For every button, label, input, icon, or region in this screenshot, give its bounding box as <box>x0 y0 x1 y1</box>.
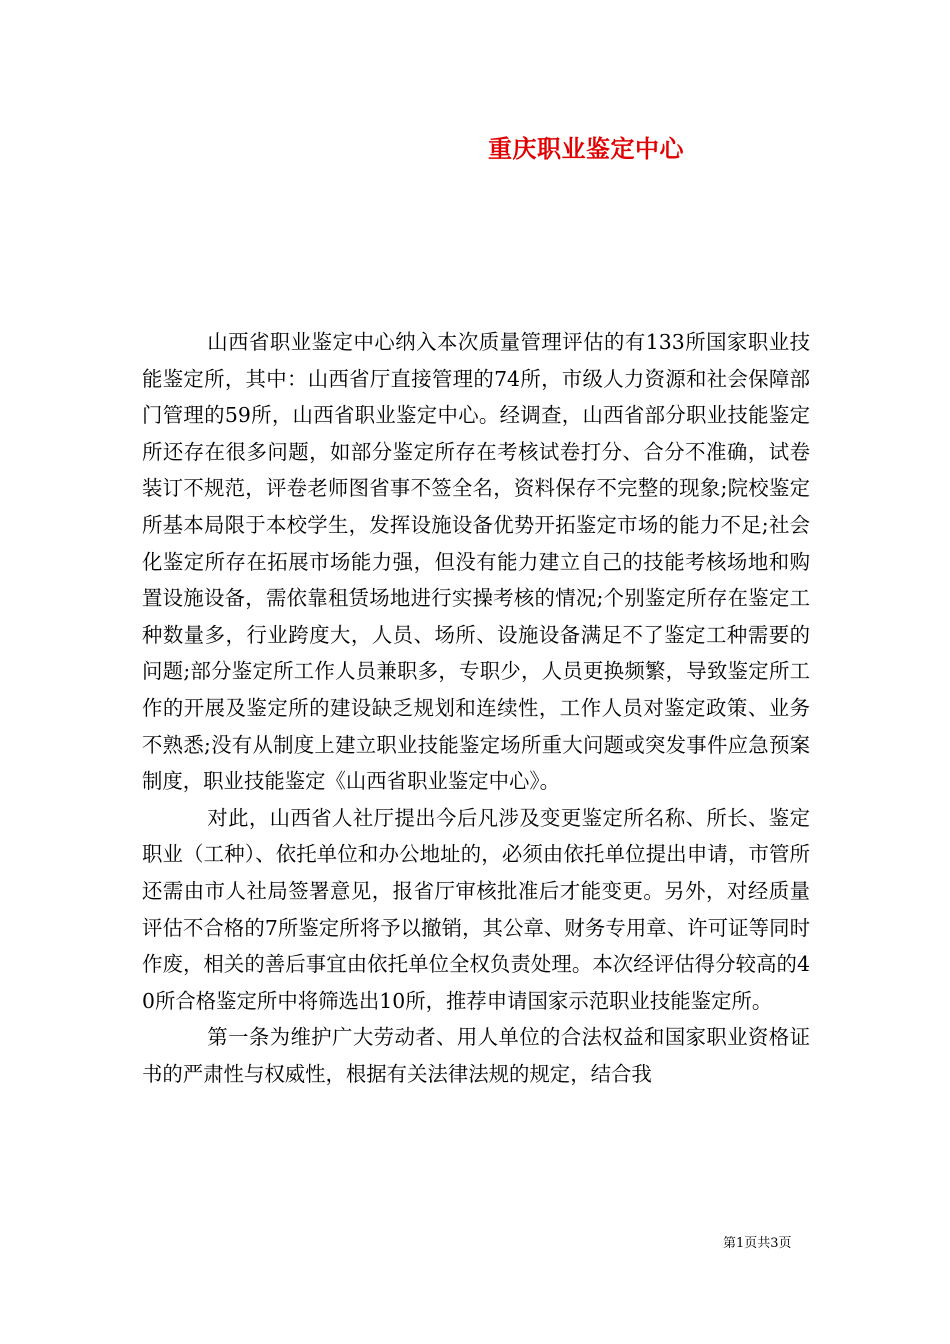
paragraph-3: 第一条为维护广大劳动者、用人单位的合法权益和国家职业资格证书的严肃性与权威性，根据有关法律法规的规定，结合我 <box>142 1025 810 1086</box>
page-number: 第1页共3页 <box>723 1236 792 1251</box>
document-body <box>142 324 810 1092</box>
paragraph-2: 对此，山西省人社厅提出今后凡涉及变更鉴定所名称、所长、鉴定职业（工种）、依托单位和办公地址的，必须由依托单位提出申请，市管所还需由市人社局签署意见，报省厅审核批准后才能变更。另外，对经质量评估不合格的7所鉴定所将予以撤销，其公章、财务专用章、许可证等同时作废，相关的善后事宜由依托单位全权负责处理。本次经评估得分较高的40所合格鉴定所中将筛选出10所，推荐申请国家示范职业技能鉴定所。 <box>142 805 810 1013</box>
document-title: 重庆职业鉴定中心 <box>488 134 684 163</box>
paragraph-1: 山西省职业鉴定中心纳入本次质量管理评估的有133所国家职业技能鉴定所，其中：山西省厅直接管理的74所，市级人力资源和社会保障部门管理的59所，山西省职业鉴定中心。经调查，山西省部分职业技能鉴定所还存在很多问题，如部分鉴定所存在考核试卷打分、合分不准确，试卷装订不规范，评卷老师图省事不签全名，资料保存不完整的现象;院校鉴定所基本局限于本校学生，发挥设施设备优势开拓鉴定市场的能力不足;社会化鉴定所存在拓展市场能力强，但没有能力建立自己的技能考核场地和购置设施设备，需依靠租赁场地进行实操考核的情况;个别鉴定所存在鉴定工种数量多，行业跨度大，人员、场所、设施设备满足不了鉴定工种需要的问题;部分鉴定所工作人员兼职多，专职少，人员更换频繁，导致鉴定所工作的开展及鉴定所的建设缺乏规划和连续性，工作人员对鉴定政策、业务不熟悉;没有从制度上建立职业技能鉴定场所重大问题或突发事件应急预案制度，职业技能鉴定《山西省职业鉴定中心》。 <box>142 330 810 794</box>
